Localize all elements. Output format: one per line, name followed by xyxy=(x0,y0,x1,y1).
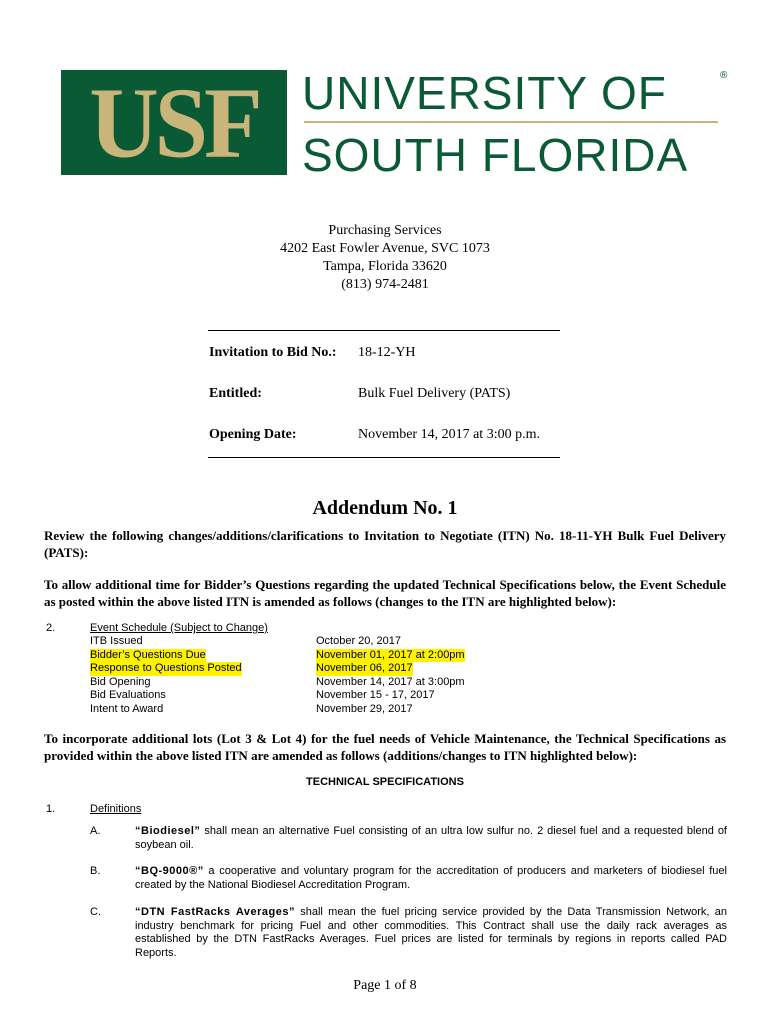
registered-mark: ® xyxy=(720,70,728,81)
addendum-title: Addendum No. 1 xyxy=(312,497,458,519)
bid-box-bottom-rule xyxy=(208,457,560,458)
schedule-intro-paragraph: To allow additional time for Bidder’s Questions regarding the updated Technical Specifications below, the Event Schedule as posted within the above listed ITN is amended as follows (changes to the ITN are highlighted below): xyxy=(44,577,726,609)
schedule-row-value: November 01, 2017 at 2:00pm xyxy=(316,648,465,661)
page-number: Page 1 of 8 xyxy=(353,978,417,993)
entitled-value: Bulk Fuel Delivery (PATS) xyxy=(358,386,511,401)
schedule-row-value: November 29, 2017 xyxy=(316,702,413,715)
definition-term: “Biodiesel” xyxy=(135,825,201,837)
usf-logo-mark-box xyxy=(61,65,287,179)
bid-number-value: 18-12-YH xyxy=(358,345,416,360)
schedule-row-value: October 20, 2017 xyxy=(316,635,402,647)
schedule-row-value: November 14, 2017 at 3:00pm xyxy=(316,675,465,688)
definition-letter: B. xyxy=(90,865,101,877)
schedule-number: 2. xyxy=(46,622,56,634)
schedule-row-value: November 15 - 17, 2017 xyxy=(316,689,435,701)
address-block xyxy=(0,222,770,294)
definition-body: a cooperative and voluntary program for the accreditation of producers and marketers of biodiesel fuel created by the National Biodiesel Accreditation Program. xyxy=(135,865,727,891)
schedule-row-label: Response to Questions Posted xyxy=(90,662,242,674)
review-paragraph: Review the following changes/additions/clarifications to Invitation to Negotiate (ITN) No. 18-11-YH Bulk Fuel Delivery (PATS): xyxy=(44,528,726,560)
address-dept: Purchasing Services xyxy=(328,223,442,238)
definition-letter: A. xyxy=(90,825,101,837)
bid-number-label: Invitation to Bid No.: xyxy=(209,345,337,360)
definition-body: shall mean an alternative Fuel consisting of an ultra low sulfur no. 2 diesel fuel and a requested blend of soybean oil. xyxy=(135,825,727,851)
definition-item xyxy=(135,865,727,892)
address-phone: (813) 974-2481 xyxy=(341,277,429,292)
schedule-row-label: Bid Opening xyxy=(90,675,151,688)
opening-date-value: November 14, 2017 at 3:00 p.m. xyxy=(358,427,540,442)
logo-wordmark-line1: UNIVERSITY OF xyxy=(302,67,667,119)
lots-paragraph: To incorporate additional lots (Lot 3 & Lot 4) for the fuel needs of Vehicle Maintenance, the Technical Specifications as provided within the above listed ITN are amended as follows (additions/changes to ITN highlighted below): xyxy=(44,731,726,763)
definition-letter: C. xyxy=(90,906,101,918)
schedule-row-label: Bid Evaluations xyxy=(90,689,166,701)
definitions-number: 1. xyxy=(46,803,56,815)
logo-wordmark-line2: SOUTH FLORIDA xyxy=(302,129,689,181)
definition-term: “DTN FastRacks Averages” xyxy=(135,906,295,918)
schedule-row-label: Bidder’s Questions Due xyxy=(90,648,206,661)
logo-mark-text: USF xyxy=(89,65,259,179)
definitions-heading: Definitions xyxy=(90,803,142,815)
logo-divider xyxy=(304,121,718,123)
schedule-heading: Event Schedule (Subject to Change) xyxy=(90,622,268,634)
definition-body: shall mean the fuel pricing service provided by the Data Transmission Network, an industry benchmark for pricing Fuel and other commodities. This Contract shall use the daily rack averages as established by the DTN FastRacks Averages. Fuel prices are listed for terminals by regions in reports called PAD Reports. xyxy=(135,906,727,959)
address-street: 4202 East Fowler Avenue, SVC 1073 xyxy=(280,241,490,256)
schedule-row-value: November 06, 2017 xyxy=(316,662,413,674)
bid-box-top-rule xyxy=(208,330,560,331)
address-city: Tampa, Florida 33620 xyxy=(323,259,447,274)
tech-specs-title: TECHNICAL SPECIFICATIONS xyxy=(306,776,464,788)
definition-item xyxy=(135,906,727,960)
opening-date-label: Opening Date: xyxy=(209,427,297,442)
entitled-label: Entitled: xyxy=(209,386,262,401)
definition-item xyxy=(135,825,727,852)
schedule-row-label: ITB Issued xyxy=(90,635,143,647)
schedule-row-label: Intent to Award xyxy=(90,702,164,715)
definition-term: “BQ-9000®” xyxy=(135,865,204,877)
